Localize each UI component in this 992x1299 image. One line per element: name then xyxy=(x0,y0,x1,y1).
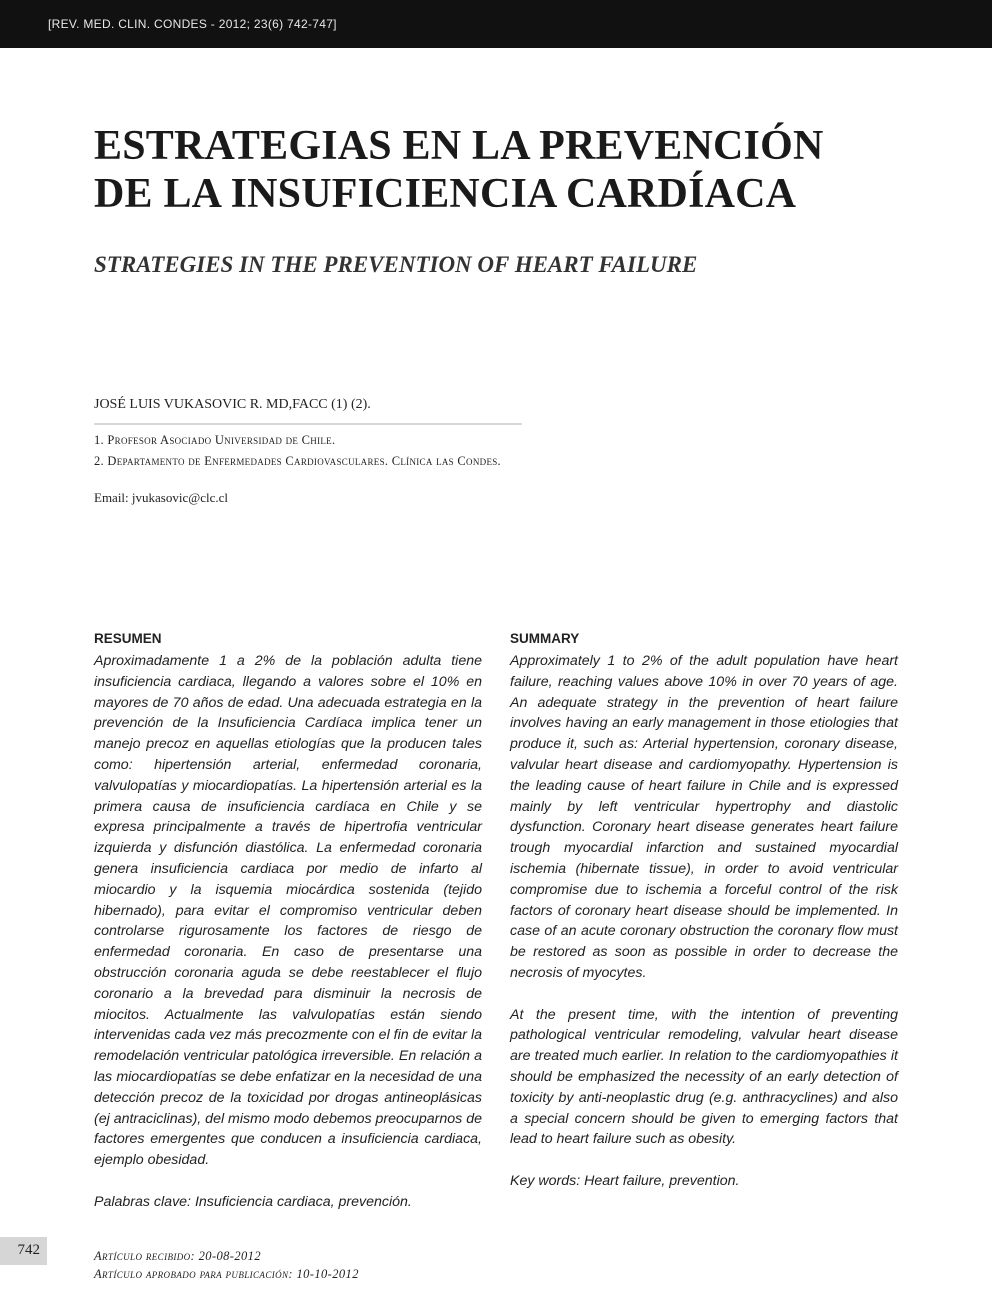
affiliation-1: 1. Profesor Asociado Universidad de Chile. xyxy=(94,433,336,447)
resumen-keywords: Palabras clave: Insuficiencia cardiaca, prevención. xyxy=(94,1193,412,1210)
affiliation-2: 2. Departamento de Enfermedades Cardiovasculares. Clínica las Condes. xyxy=(94,454,501,468)
summary-paragraph-1: Approximately 1 to 2% of the adult population have heart failure, reaching values above 10% in over 70 years of age. An adequate strategy in the prevention of heart failure involves having an early management in those etiologies that produce it, such as: Arterial hypertension, coronary disease, valvular heart disease and cardiomyopathy. Hypertension is the leading cause of heart failure in Chile and is expressed mainly by left ventricular hypertrophy and diastolic dysfunction. Coronary heart disease generates heart failure trough myocardial infarction and sustained myocardial ischemia (hibernate tissue), in order to avoid ventricular compromise due to ischemia a forceful control of the risk factors of coronary heart disease should be implemented. In case of an acute coronary obstruction the coronary flow must be restored as soon as possible in order to decrease the necrosis of myocytes. xyxy=(510,653,898,981)
author-line: JOSÉ LUIS VUKASOVIC R. MD,FACC (1) (2). xyxy=(94,397,371,412)
received-date: Artículo recibido: 20-08-2012 xyxy=(94,1249,261,1263)
resumen-heading: RESUMEN xyxy=(94,631,162,646)
summary-column xyxy=(510,630,898,1192)
summary-keywords: Key words: Heart failure, prevention. xyxy=(510,1172,740,1189)
journal-citation: [REV. MED. CLIN. CONDES - 2012; 23(6) 742-747] xyxy=(48,17,337,31)
article-title-line-1: ESTRATEGIAS EN LA PREVENCIÓN xyxy=(94,123,824,169)
article-title xyxy=(94,122,914,218)
author-email: Email: jvukasovic@clc.cl xyxy=(94,490,228,505)
approved-date: Artículo aprobado para publicación: 10-10-2012 xyxy=(94,1267,359,1281)
page-number: 742 xyxy=(17,1242,40,1258)
summary-heading: SUMMARY xyxy=(510,631,580,646)
resumen-column xyxy=(94,630,482,1213)
summary-paragraph-2: At the present time, with the intention of preventing pathological ventricular remodeling, valvular heart disease are treated much earlier. In relation to the cardiomyopathies it should be emphasized the necessity of an early detection of toxicity by anti-neoplastic drug (e.g. anthracyclines) and also a special concern should be given to emerging factors that lead to heart failure such as obesity. xyxy=(510,1006,898,1148)
article-title-line-2: DE LA INSUFICIENCIA CARDÍACA xyxy=(94,171,797,217)
journal-header-bar xyxy=(0,0,992,48)
resumen-paragraph: Aproximadamente 1 a 2% de la población adulta tiene insuficiencia cardiaca, llegando a valores sobre el 10% en mayores de 70 años de edad. Una adecuada estrategia en la prevención de la Insuficiencia Cardíaca implica tener un manejo precoz en aquellas etiologías que la producen tales como: hipertensión arterial, enfermedad coronaria, valvulopatías y miocardiopatías. La hipertensión arterial es la primera causa de insuficiencia cardíaca en Chile y se expresa principalmente a través de hipertrofia ventricular izquierda y disfunción diastólica. La enfermedad coronaria genera insuficiencia cardiaca por medio de infarto al miocardio y la isquemia miocárdica sostenida (tejido hibernado), para evitar el compromiso ventricular deben controlarse rigurosamente los factores de riesgo de enfermedad coronaria. En caso de presentarse una obstrucción coronaria aguda se debe reestablecer el flujo coronario a la brevedad para disminuir la necrosis de miocitos. Actualmente las valvulopatías están siendo intervenidas cada vez más precozmente con el fin de evitar la remodelación ventricular patológica irreversible. En relación a las miocardiopatías se debe enfatizar en la necesidad de una detección precoz de la toxicidad por drogas antineoplásicas (ej antraciclinas), del mismo modo debemos preocuparnos de factores emergentes que conducen a insuficiencia cardiaca, ejemplo obesidad. xyxy=(94,653,482,1169)
divider xyxy=(94,423,522,425)
article-subtitle: STRATEGIES IN THE PREVENTION OF HEART FAILURE xyxy=(94,252,698,277)
